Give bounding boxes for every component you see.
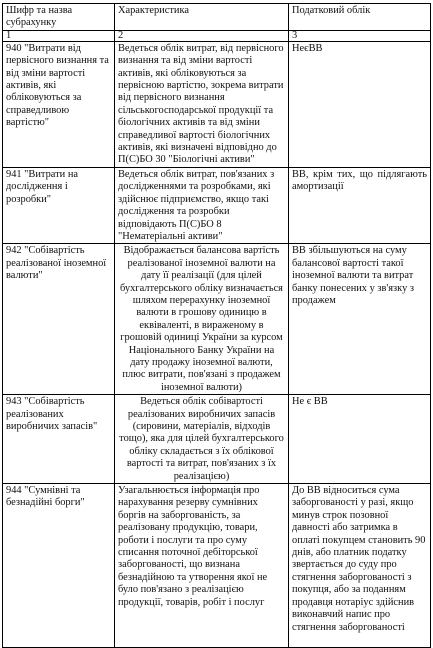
account-description: Ведеться облік собівартості реалізованих виробничих запасів (сировини, матеріалів, відходів тощо), яка для цілей бухгалтерського обліку складається з їх облікової вартості та витрат, пов'язаних з їх реалізацією) [115, 395, 289, 484]
column-number-2: 2 [115, 30, 289, 41]
account-description: Ведеться облік витрат, пов'язаних з дослідженнями та розробками, які здійснює підприємство, якщо такі дослідження та розробки відповідають П(С)БО 8 "Нематеріальні активи" [115, 167, 289, 243]
header-description: Характеристика [115, 4, 289, 31]
account-code: 940 "Витрати від первісного визнання та від зміни вартості активів, які обліковуються за справедливою вартістю" [3, 41, 115, 167]
table-header-row [3, 4, 431, 31]
tax-treatment: До ВВ відноситься сума заборгованості у разі, якщо минув строк позовної давності або затримка в оплаті покупцем становить 90 днів, або платник податку звертається до суду про стягнення заборгованості з покупця, або за поданням продавця нотаріус здійснив виконавчий напис про стягнення заборгованості [289, 484, 431, 648]
table-row [3, 484, 431, 648]
account-description: Узагальнюється інформація про нарахування резерву сумнівних боргів на заборгованість, за реалізовану продукцію, товари, роботи і послуги та про суму списання поточної дебіторської заборгованості, що визнана безнадійною та утворення якої не було пов'язано з реалізацією продукції, товарів, робіт і послуг [115, 484, 289, 648]
header-code: Шифр та назва субрахунку [3, 4, 115, 31]
account-code: 942 "Собівартість реалізованої іноземної валюти" [3, 244, 115, 395]
column-number-1: 1 [3, 30, 115, 41]
tax-treatment: Не є ВВ [289, 395, 431, 484]
tax-treatment: НеєВВ [289, 41, 431, 167]
column-number-row [3, 30, 431, 41]
column-number-3: 3 [289, 30, 431, 41]
accounts-table [2, 3, 431, 648]
account-code: 943 "Собівартість реалізованих виробничих запасів" [3, 395, 115, 484]
table-row [3, 41, 431, 167]
account-code: 944 "Сумнівні та безнадійні борги" [3, 484, 115, 648]
table-row [3, 244, 431, 395]
tax-treatment: ВВ збільшуються на суму балансової вартості такої іноземної валюти та витрат банку понесених у зв'язку з продажем [289, 244, 431, 395]
tax-treatment: ВВ, крім тих, що підлягають амортизації [289, 167, 431, 243]
header-tax: Податковий облік [289, 4, 431, 31]
account-description: Ведеться облік витрат, від первісного визнання та від зміни вартості активів, які обліковуються за первісною вартістю, зокрема витрати від первісного визнання сільськогосподарської продукції та біологічних активів та від зміни справедливої вартості біологічних активів, які визначені відповідно до П(С)БО 30 "Біологічні активи" [115, 41, 289, 167]
table-row [3, 167, 431, 243]
account-description: Відображається балансова вартість реалізованої іноземної валюти на дату її реалізації (для цілей бухгалтерського обліку визначається шляхом перерахунку іноземної валюти в грошову одиницю в еквіваленті, в вираженому в грошовій одиниці України за курсом Національного Банку України на дату продажу іноземної валюти, плюс витрати, пов'язані з продажем іноземної валюти) [115, 244, 289, 395]
account-code: 941 "Витрати на дослідження і розробки" [3, 167, 115, 243]
table-row [3, 395, 431, 484]
